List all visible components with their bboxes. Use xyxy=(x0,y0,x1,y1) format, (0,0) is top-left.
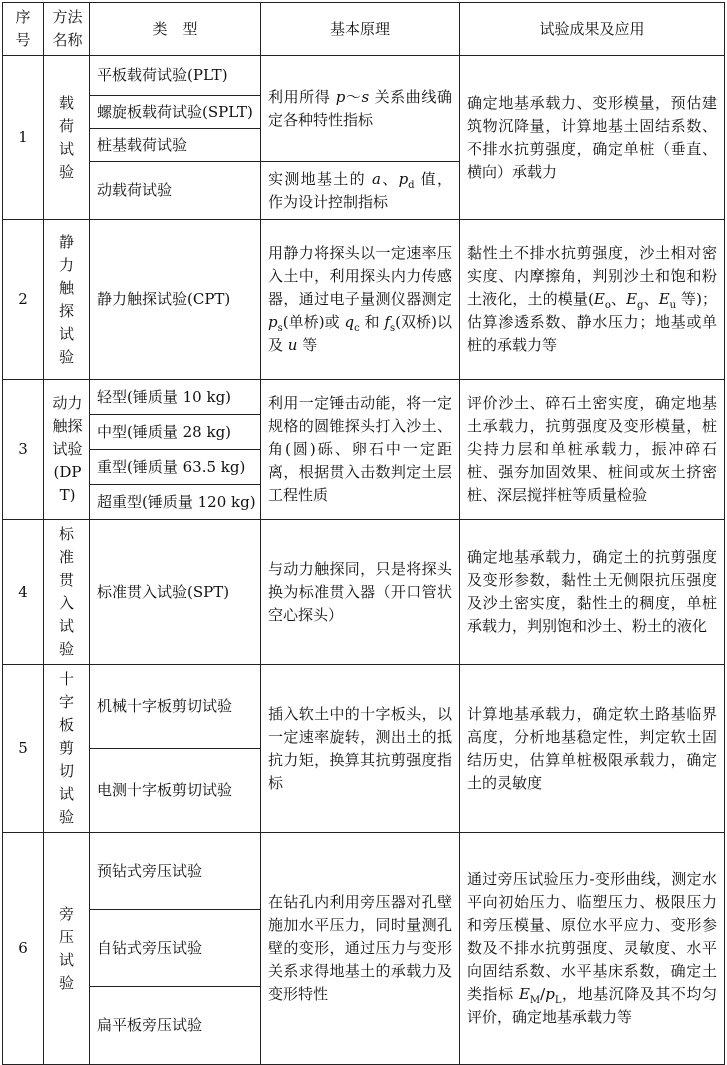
header-type: 类 型 xyxy=(90,3,261,56)
principle-cell: 利用一定锤击动能，将一定规格的圆锥探头打入沙土、角(圆)砾、卵石中一定距离，根据贯入击数判定土层工程性质 xyxy=(261,380,460,520)
result-cell: 确定地基承载力，确定土的抗剪强度及变形参数，黏性土无侧限抗压强度及沙土密实度，黏性土的稠度，单桩承载力，判别饱和沙土、粉土的液化 xyxy=(460,520,725,665)
type-cell: 轻型(锤质量 10 kg) xyxy=(90,380,261,415)
row-number: 3 xyxy=(3,380,44,520)
row-number: 2 xyxy=(3,220,44,380)
result-cell: 黏性土不排水抗剪强度，沙土相对密实度、内摩擦角，判别沙土和饱和粉土液化，土的模量($E_o$、$E_g$、$E_u$ 等)；估算渗透系数、静水压力；地基或单桩的承载力等 xyxy=(460,220,725,380)
result-cell: 通过旁压试验压力-变形曲线，测定水平向初始压力、临塑压力、极限压力和旁压模量、原位水平应力、变形参数及不排水抗剪强度、灵敏度、水平向固结系数、水平基床系数，确定土类指标 $E_M/p_L$，地基沉降及其不均匀评价，确定地基承载力等 xyxy=(460,833,725,1065)
row-number: 5 xyxy=(3,665,44,833)
table-row xyxy=(3,220,725,380)
type-cell: 平板载荷试验(PLT) xyxy=(90,56,261,96)
type-cell: 机械十字板剪切试验 xyxy=(90,665,261,749)
type-cell: 螺旋板载荷试验(SPLT) xyxy=(90,96,261,129)
method-name: 载荷试验 xyxy=(44,56,90,220)
result-cell: 计算地基承载力，确定软土路基临界高度，分析地基稳定性，判定软土固结历史，估算单桩极限承载力，确定土的灵敏度 xyxy=(460,665,725,833)
type-cell: 中型(锤质量 28 kg) xyxy=(90,415,261,450)
method-name: 动力触探试验(DPT) xyxy=(44,380,90,520)
method-name: 标准贯入试验 xyxy=(44,520,90,665)
principle-cell: 在钻孔内利用旁压器对孔壁施加水平压力，同时量测孔壁的变形，通过压力与变形关系求得地基土的承载力及变形特性 xyxy=(261,833,460,1065)
principle-cell: 利用所得 p～s 关系曲线确定各种特性指标 xyxy=(261,56,460,162)
method-name: 旁压试验 xyxy=(44,833,90,1065)
principle-cell: 用静力将探头以一定速率压入土中，利用探头内力传感器，通过电子量测仪器测定 $p_s$(单桥)或 $q_c$ 和 $f_s$(双桥)以及 u 等 xyxy=(261,220,460,380)
type-cell: 自钻式旁压试验 xyxy=(90,910,261,987)
type-cell: 标准贯入试验(SPT) xyxy=(90,520,261,665)
principle-cell: 实测地基土的 a、$p_d$ 值，作为设计控制指标 xyxy=(261,162,460,220)
result-cell: 评价沙土、碎石土密实度，确定地基土承载力，抗剪强度及变形模量，桩尖持力层和单桩承载力，振冲碎石桩、强夯加固效果、桩间或灰土挤密桩、深层搅拌桩等质量检验 xyxy=(460,380,725,520)
type-cell: 预钻式旁压试验 xyxy=(90,833,261,910)
table-row xyxy=(3,520,725,665)
row-number: 6 xyxy=(3,833,44,1065)
type-cell: 重型(锤质量 63.5 kg) xyxy=(90,450,261,485)
header-principle: 基本原理 xyxy=(261,3,460,56)
type-cell: 动载荷试验 xyxy=(90,162,261,220)
type-cell: 桩基载荷试验 xyxy=(90,129,261,162)
result-cell: 确定地基承载力、变形模量，预估建筑物沉降量，计算地基土固结系数、不排水抗剪强度，确定单桩（垂直、横向）承载力 xyxy=(460,56,725,220)
principle-cell: 插入软土中的十字板头，以一定速率旋转，测出土的抵抗力矩，换算其抗剪强度指标 xyxy=(261,665,460,833)
type-cell: 静力触探试验(CPT) xyxy=(90,220,261,380)
type-cell: 电测十字板剪切试验 xyxy=(90,749,261,833)
table-row xyxy=(3,833,725,910)
header-no: 序号 xyxy=(3,3,44,56)
table-row xyxy=(3,665,725,749)
type-cell: 扁平板旁压试验 xyxy=(90,987,261,1065)
header-result: 试验成果及应用 xyxy=(460,3,725,56)
row-number: 1 xyxy=(3,56,44,220)
header-method: 方法名称 xyxy=(44,3,90,56)
type-cell: 超重型(锤质量 120 kg) xyxy=(90,485,261,520)
method-name: 十字板剪切试验 xyxy=(44,665,90,833)
method-name: 静力触探试验 xyxy=(44,220,90,380)
principle-cell: 与动力触探同，只是将探头换为标准贯入器（开口管状空心探头） xyxy=(261,520,460,665)
test-methods-table xyxy=(2,2,725,1065)
header-row xyxy=(3,3,725,56)
table-row xyxy=(3,56,725,96)
row-number: 4 xyxy=(3,520,44,665)
table-row xyxy=(3,380,725,415)
